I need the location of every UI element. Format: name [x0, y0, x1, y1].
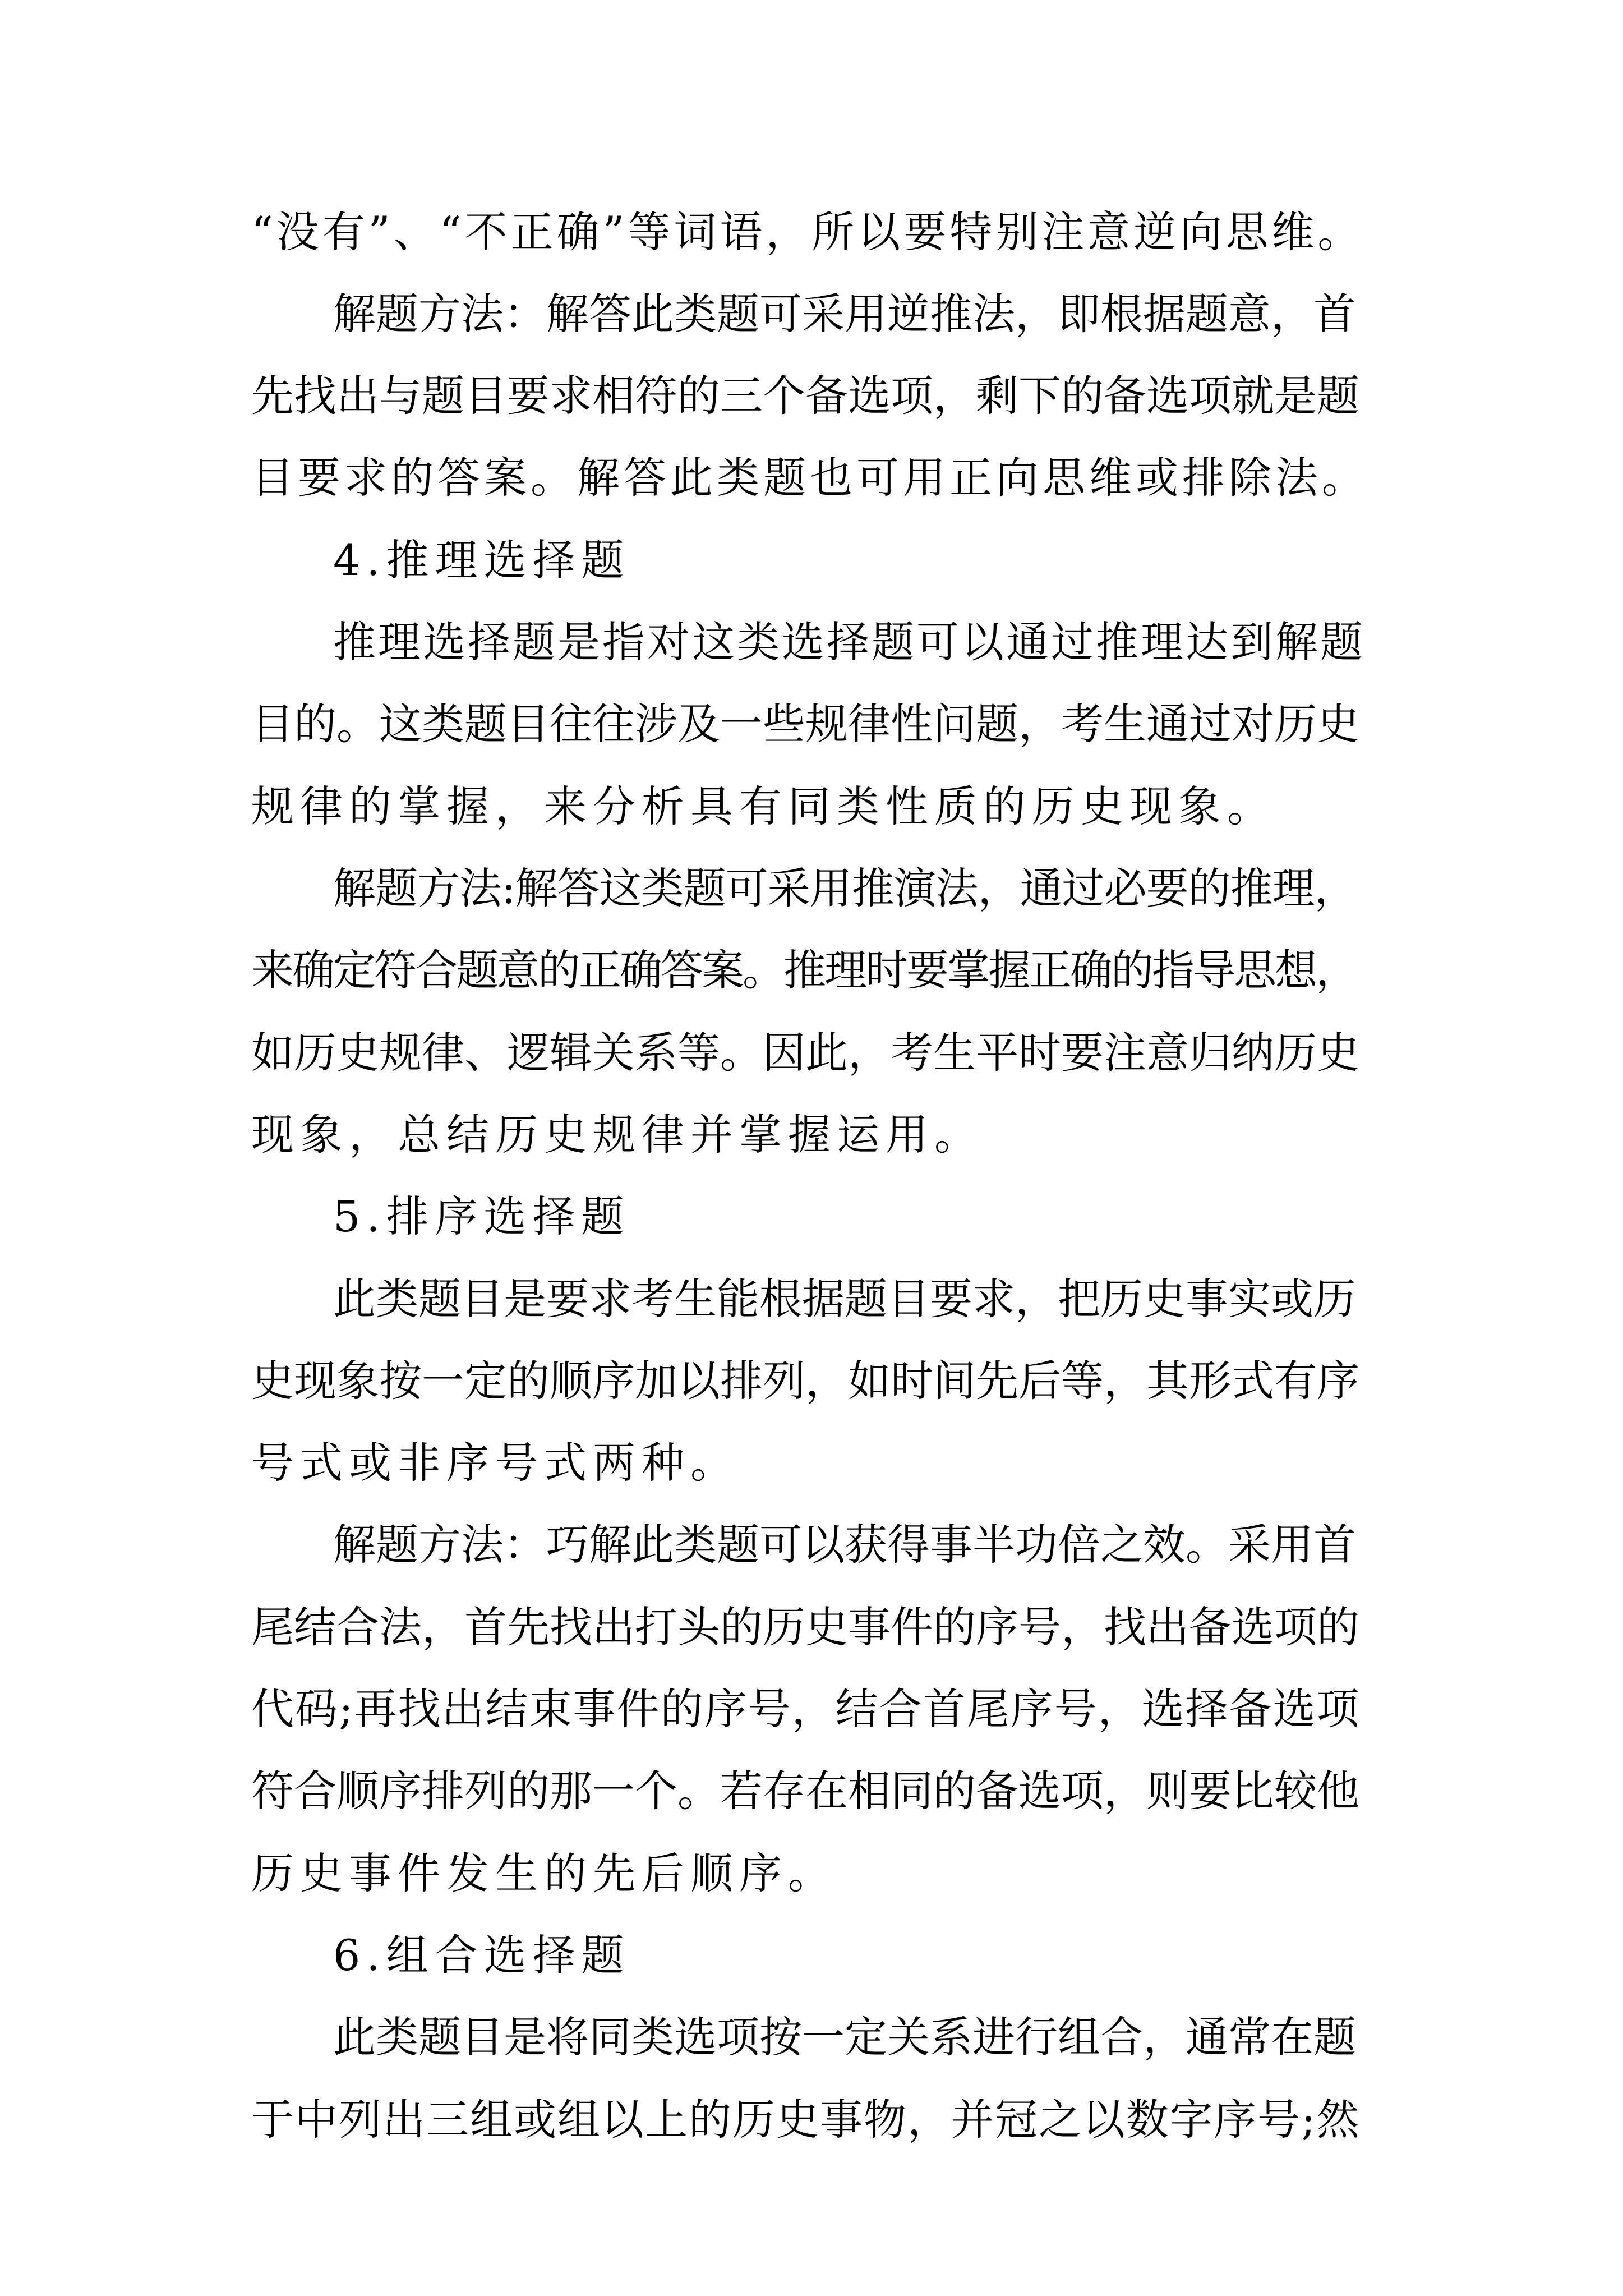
paragraph-first-line: 解题方法：巧解此类题可以获得事半功倍之效。采用首 [333, 1520, 1356, 1570]
text-line: 目的。这类题目往往涉及一些规律性问题，考生通过对历史 [251, 699, 1359, 749]
text-line: 先找出与题目要求相符的三个备选项，剩下的备选项就是题 [251, 371, 1359, 421]
text-line: 规律的掌握，来分析具有同类性质的历史现象。 [251, 781, 1276, 831]
text-line: 如历史规律、逻辑关系等。因此，考生平时要注意归纳历史 [251, 1028, 1359, 1078]
text-line: 号式或非序号式两种。 [251, 1438, 739, 1488]
paragraph-first-line: 此类题目是将同类选项按一定关系进行组合，通常在题 [333, 2012, 1356, 2062]
paragraph-first-line: 推理选择题是指对这类选择题可以通过推理达到解题 [333, 617, 1365, 667]
text-line: 于中列出三组或组以上的历史事物，并冠之以数字序号;然 [251, 2095, 1361, 2145]
section-heading: 4.推理选择题 [333, 535, 630, 585]
text-line: “没有”、“不正确”等词语，所以要特别注意逆向思维。 [251, 207, 1364, 257]
text-line: 代码;再找出结束事件的序号，结合首尾序号，选择备选项 [251, 1684, 1361, 1734]
paragraph-first-line: 此类题目是要求考生能根据题目要求，把历史事实或历 [333, 1274, 1356, 1324]
text-line: 符合顺序排列的那一个。若存在相同的备选项，则要比较他 [251, 1766, 1359, 1816]
text-line: 历史事件发生的先后顺序。 [251, 1848, 837, 1898]
paragraph-first-line: 解题方法:解答这类题可采用推演法，通过必要的推理， [333, 863, 1357, 913]
text-line: 目要求的答案。解答此类题也可用正向思维或排除法。 [251, 453, 1368, 503]
text-line: 史现象按一定的顺序加以排列，如时间先后等，其形式有序 [251, 1356, 1359, 1406]
text-line: 尾结合法，首先找出打头的历史事件的序号，找出备选项的 [251, 1602, 1359, 1652]
text-line: 现象，总结历史规律并掌握运用。 [251, 1110, 983, 1159]
paragraph-first-line: 解题方法：解答此类题可采用逆推法，即根据题意，首 [333, 289, 1356, 339]
text-line: 来确定符合题意的正确答案。推理时要掌握正确的指导思想， [251, 945, 1357, 995]
section-heading: 5.排序选择题 [333, 1191, 630, 1241]
section-heading: 6.组合选择题 [333, 1930, 630, 1980]
